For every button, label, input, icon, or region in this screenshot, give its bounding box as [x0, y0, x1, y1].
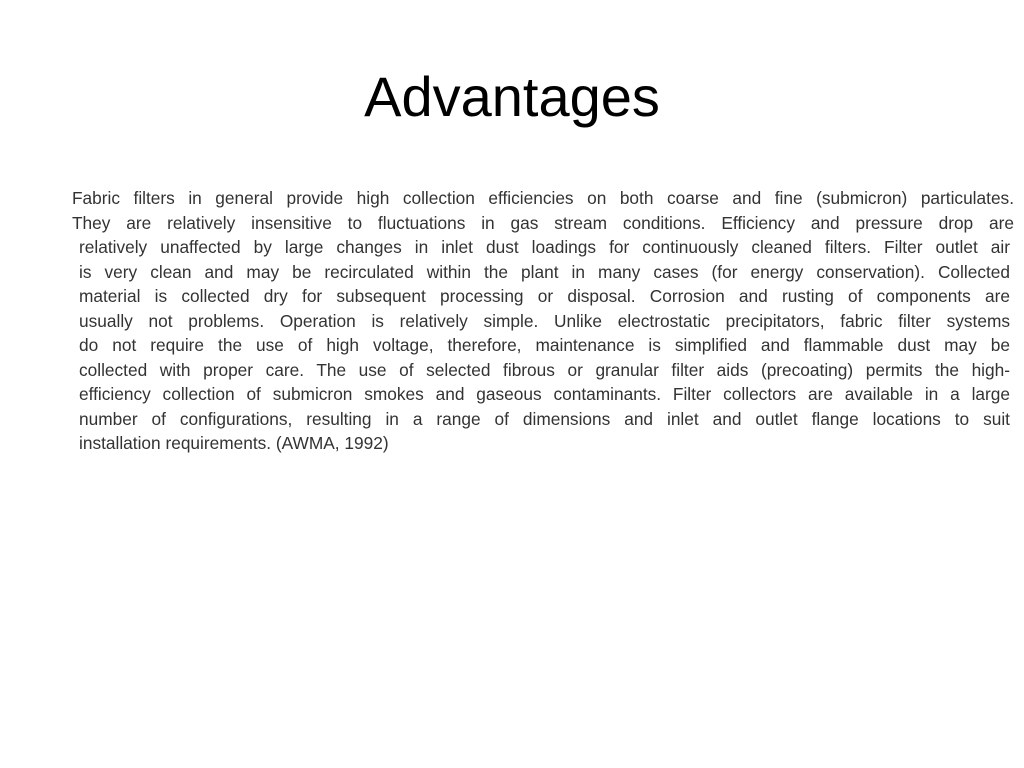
slide-title: Advantages — [364, 65, 660, 128]
body-line: Fabric filters in general provide high collection efficiencies on both coarse and fine (submicron) particulates. — [72, 188, 1014, 208]
body-line: relatively unaffected by large changes in inlet dust loadings for continuously cleaned filters. Filter outlet air — [79, 237, 1010, 257]
body-line: installation requirements. (AWMA, 1992) — [79, 433, 389, 453]
body-line: material is collected dry for subsequent processing or disposal. Corrosion and rusting of components are — [79, 286, 1010, 306]
body-line: usually not problems. Operation is relatively simple. Unlike electrostatic precipitators, fabric filter systems — [79, 310, 1010, 331]
body-line: do not require the use of high voltage, therefore, maintenance is simplified and flammable dust may be — [79, 335, 1010, 355]
body-paragraph — [72, 186, 1014, 456]
body-line: number of configurations, resulting in a range of dimensions and inlet and outlet flange locations to suit — [79, 408, 1010, 429]
body-line: efficiency collection of submicron smokes and gaseous contaminants. Filter collectors are available in a large — [79, 384, 1010, 404]
body-line: They are relatively insensitive to fluctuations in gas stream conditions. Efficiency and pressure drop are — [72, 212, 1014, 233]
body-line: collected with proper care. The use of selected fibrous or granular filter aids (precoating) permits the high- — [79, 359, 1010, 380]
body-line: is very clean and may be recirculated within the plant in many cases (for energy conservation). Collected — [79, 261, 1010, 282]
